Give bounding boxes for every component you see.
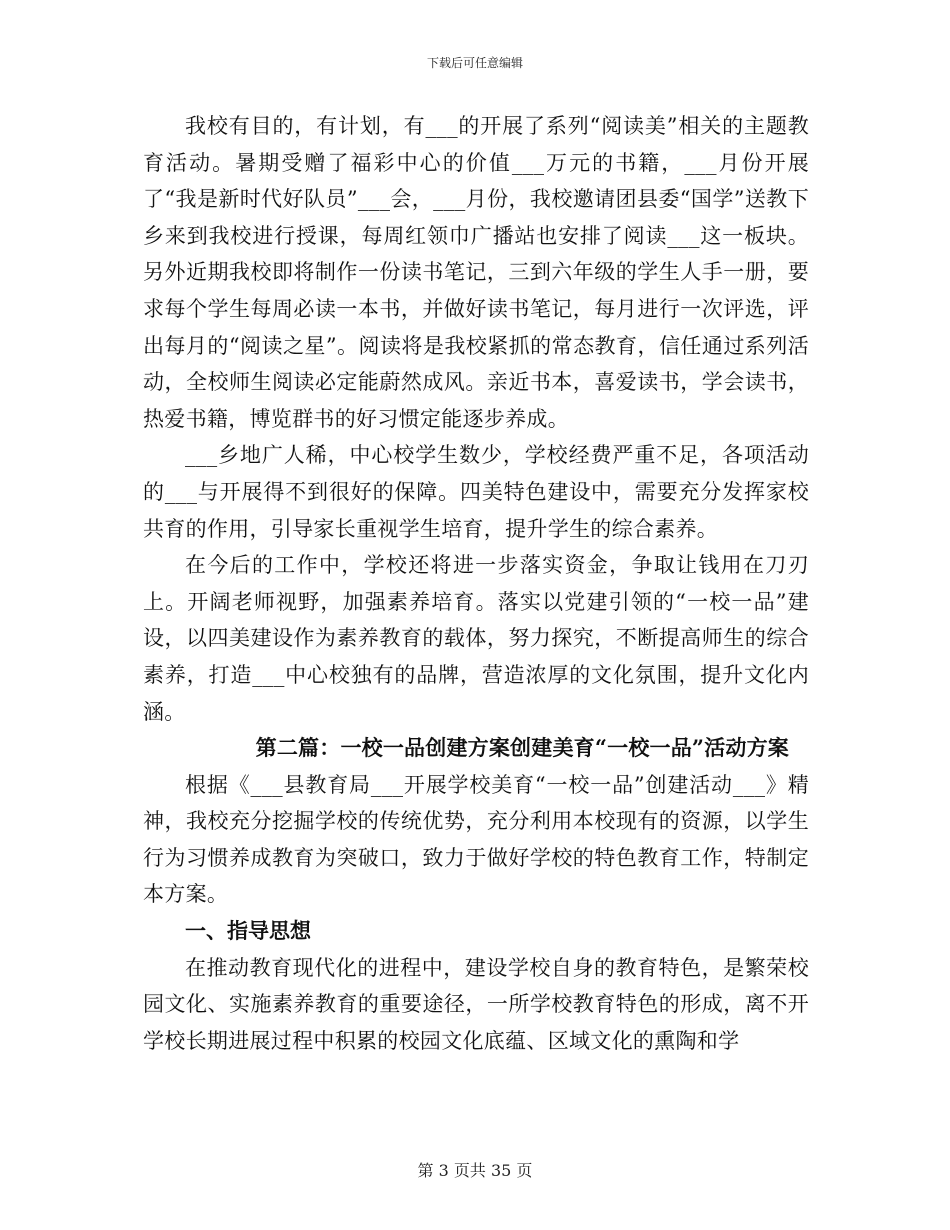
paragraph-future-work: 在今后的工作中，学校还将进一步落实资金，争取让钱用在刀刃上。开阔老师视野，加强素养培育。落实以党建引领的“一校一品”建设，以四美建设作为素养教育的载体，努力探究，不断提高师生的综合素养，打造___中心校独有的品牌，营造浓厚的文化氛围，提升文化内涵。 <box>143 553 809 724</box>
paragraph-reading-activities: 我校有目的，有计划，有___的开展了系列“阅读美”相关的主题教育活动。暑期受赠了福彩中心的价值___万元的书籍，___月份开展了“我是新时代好队员”___会，___月份，我校邀请团县委“国学”送教下乡来到我校进行授课，每周红领巾广播站也安排了阅读___这一板块。另外近期我校即将制作一份读书笔记，三到六年级的学生人手一册，要求每个学生每周必读一本书，并做好读书笔记，每月进行一次评选，评出每月的“阅读之星”。阅读将是我校紧抓的常态教育，信任通过系列活动，全校师生阅读必定能蔚然成风。亲近书本，喜爱读书，学会读书，热爱书籍，博览群书的好习惯定能逐步养成。 <box>143 114 809 431</box>
paragraph-guiding-ideology: 在推动教育现代化的进程中，建设学校自身的教育特色，是繁荣校园文化、实施素养教育的重要途径，一所学校教育特色的形成，离不开学校长期进展过程中积累的校园文化底蕴、区域文化的熏陶和学 <box>143 955 809 1053</box>
page-header-note: 下载后可任意编辑 <box>426 56 523 70</box>
document-body <box>143 108 809 1059</box>
heading-guiding-ideology: 一、指导思想 <box>185 918 311 944</box>
page-number: 第 3 页共 35 页 <box>417 1161 533 1180</box>
paragraph-funding-issues: ___乡地广人稀，中心校学生数少，学校经费严重不足，各项活动的___与开展得不到很好的保障。四美特色建设中，需要充分发挥家校共育的作用，引导家长重视学生培育，提升学生的综合素养。 <box>143 443 809 541</box>
section-title: 第二篇：一校一品创建方案创建美育“一校一品”活动方案 <box>255 735 789 761</box>
paragraph-plan-basis: 根据《___县教育局___开展学校美育“一校一品”创建活动___》精神，我校充分挖掘学校的传统优势，充分利用本校现有的资源，以学生行为习惯养成教育为突破口，致力于做好学校的特色教育工作，特制定本方案。 <box>143 772 809 907</box>
